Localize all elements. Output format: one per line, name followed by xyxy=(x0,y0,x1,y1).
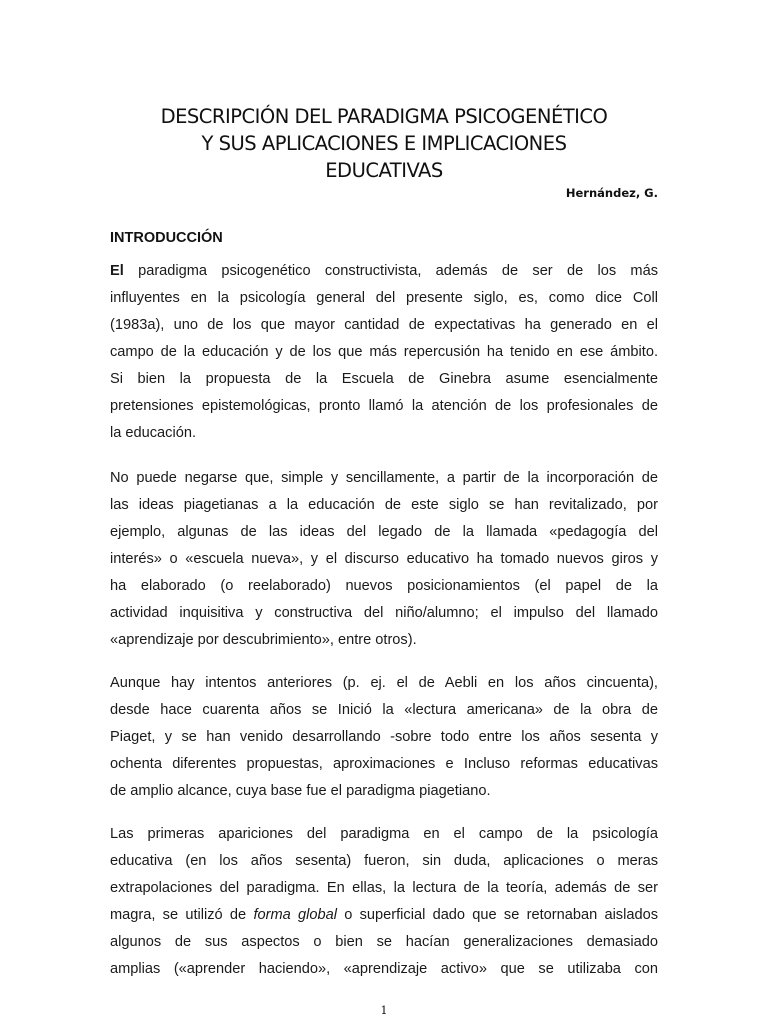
paragraph-line: desde hace cuarenta años se Inició la «lectura americana» de la obra de xyxy=(110,702,658,718)
paragraph-line: amplias («aprender haciendo», «aprendizaje activo» que se utilizaba con xyxy=(110,961,658,977)
paragraph-line: (1983a), uno de los que mayor cantidad de expectativas ha generado en el xyxy=(110,317,658,333)
paragraph-line: interés» o «escuela nueva», y el discurso educativo ha tomado nuevos giros y xyxy=(110,551,658,567)
paragraph-line: «aprendizaje por descubrimiento», entre otros). xyxy=(110,632,417,648)
paragraph-line: actividad inquisitiva y constructiva del niño/alumno; el impulso del llamado xyxy=(110,605,658,621)
paragraph-4 xyxy=(110,821,658,983)
title-line: DESCRIPCIÓN DEL PARADIGMA PSICOGENÉTICO xyxy=(160,105,608,128)
paragraph-2 xyxy=(110,465,658,654)
paragraph-line: No puede negarse que, simple y sencillamente, a partir de la incorporación de xyxy=(110,470,658,486)
author-name: Hernández, G. xyxy=(565,186,658,200)
paragraph-line: Si bien la propuesta de la Escuela de Ginebra asume esencialmente xyxy=(110,371,658,387)
paragraph-line: Las primeras apariciones del paradigma en el campo de la psicología xyxy=(110,826,658,842)
paragraph-3 xyxy=(110,670,658,805)
paragraph-line: pretensiones epistemológicas, pronto llamó la atención de los profesionales de xyxy=(110,398,658,414)
title-line: EDUCATIVAS xyxy=(325,159,443,182)
italic-phrase: forma global xyxy=(253,907,337,923)
paragraph-line: ochenta diferentes propuestas, aproximaciones e Incluso reformas educativas xyxy=(110,756,658,772)
paragraph-line: Piaget, y se han venido desarrollando -sobre todo entre los años sesenta y xyxy=(110,729,658,745)
paragraph-line-text: paradigma psicogenético constructivista, además de ser de los más xyxy=(123,263,658,279)
paragraph-line: educativa (en los años sesenta) fueron, sin duda, aplicaciones o meras xyxy=(110,853,658,869)
paragraph-lead-word: El xyxy=(110,263,124,279)
paragraph-line-text: o superficial dado que se retornaban aislados xyxy=(336,907,658,923)
paragraph-line: influyentes en la psicología general del presente siglo, es, como dice Coll xyxy=(110,290,658,306)
paragraph-line: Aunque hay intentos anteriores (p. ej. el de Aebli en los años cincuenta), xyxy=(110,675,658,691)
paragraph-1 xyxy=(110,258,658,447)
section-heading: INTRODUCCIÓN xyxy=(110,230,223,246)
paragraph-line: ejemplo, algunas de las ideas del legado de la llamada «pedagogía del xyxy=(110,524,658,540)
paragraph-line xyxy=(110,902,658,929)
paragraph-line: la educación. xyxy=(110,425,197,441)
paragraph-line: algunos de sus aspectos o bien se hacían generalizaciones demasiado xyxy=(110,934,658,950)
page-number: 1 xyxy=(380,1004,388,1017)
paragraph-line xyxy=(110,258,658,285)
paragraph-line: extrapolaciones del paradigma. En ellas, la lectura de la teoría, además de ser xyxy=(110,880,658,896)
title-line: Y SUS APLICACIONES E IMPLICACIONES xyxy=(201,132,567,155)
document-title xyxy=(150,103,618,184)
paragraph-line: ha elaborado (o reelaborado) nuevos posicionamientos (el papel de la xyxy=(110,578,658,594)
paragraph-line: campo de la educación y de los que más repercusión ha tenido en ese ámbito. xyxy=(110,344,658,360)
paragraph-line: de amplio alcance, cuya base fue el paradigma piagetiano. xyxy=(110,783,491,799)
paragraph-line: las ideas piagetianas a la educación de este siglo se han revitalizado, por xyxy=(110,497,658,513)
paragraph-line-text: magra, se utilizó de xyxy=(110,907,254,923)
